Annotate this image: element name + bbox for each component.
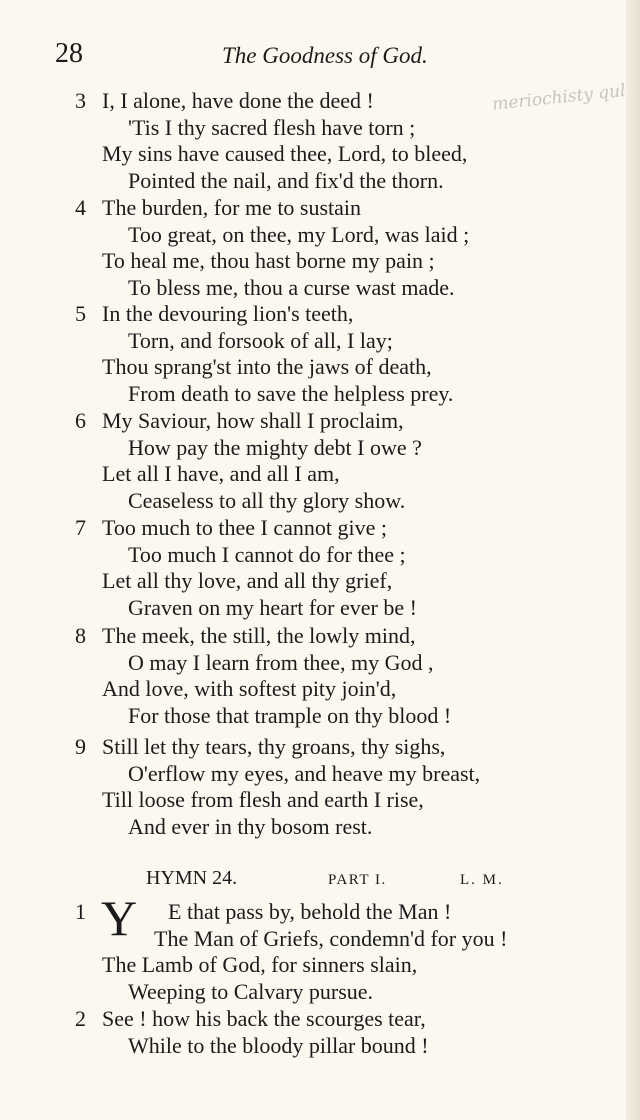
verse-3 [0,88,626,194]
verse-line: To heal me, thou hast borne my pain ; [102,248,435,273]
verse-line: From death to save the helpless prey. [128,380,454,406]
verse-7 [0,515,626,621]
hymn-meter: L. M. [460,872,504,888]
verse-line: O may I learn from thee, my God , [128,649,434,675]
verse-line: While to the bloody pillar bound ! [128,1032,429,1058]
verse-number: 7 [75,515,86,540]
verse-line: For those that trample on thy blood ! [128,702,452,728]
verse-number: 5 [75,301,86,326]
verse-line: Torn, and forsook of all, I lay; [128,327,393,353]
verse-5 [0,301,626,407]
verse-number: 4 [75,195,86,220]
verse-number: 8 [75,623,86,648]
verse-line: How pay the mighty debt I owe ? [128,434,422,460]
verse-line: To bless me, thou a curse wast made. [128,274,455,300]
verse-line: Graven on my heart for ever be ! [128,594,417,620]
verse-line: Thou sprang'st into the jaws of death, [102,354,432,379]
verse-number: 1 [75,899,86,924]
drop-cap: Y [101,890,138,946]
verse-line: Too great, on thee, my Lord, was laid ; [128,221,470,247]
verse-number: 9 [75,734,86,759]
hymn-part: PART I. [328,872,387,888]
verse-line: Till loose from flesh and earth I rise, [102,787,424,812]
verse-line: E that pass by, behold the Man ! [168,899,452,924]
verse-9 [0,734,626,840]
verse-line: The Lamb of God, for sinners slain, [102,952,418,977]
verse-line: And ever in thy bosom rest. [128,813,373,839]
verse-number: 3 [75,88,86,113]
verse-8 [0,623,626,729]
verse-line: Ceaseless to all thy glory show. [128,487,406,513]
verse-line: Let all thy love, and all thy grief, [102,568,393,593]
verse-line: In the devouring lion's teeth, [102,301,354,326]
verse-line: See ! how his back the scourges tear, [102,1006,426,1031]
page-edge [626,0,640,1120]
verse-number: 6 [75,408,86,433]
hymn-title: HYMN 24. [146,867,238,889]
verse-line: Let all I have, and all I am, [102,461,340,486]
verse-line: The meek, the still, the lowly mind, [102,623,416,648]
verse-line: O'erflow my eyes, and heave my breast, [128,760,481,786]
verse-line: My Saviour, how shall I proclaim, [102,408,404,433]
hymn-verse-1 [0,899,626,1005]
page-number: 28 [55,38,83,69]
running-title: The Goodness of God. [222,43,428,68]
verse-line: 'Tis I thy sacred flesh have torn ; [128,114,416,140]
verse-line: The burden, for me to sustain [102,195,362,220]
verse-line: Pointed the nail, and fix'd the thorn. [128,167,444,193]
verse-line: The Man of Griefs, condemn'd for you ! [154,925,508,951]
verse-6 [0,408,626,514]
verse-line: My sins have caused thee, Lord, to bleed, [102,141,468,166]
verse-line: Too much to thee I cannot give ; [102,515,387,540]
handwritten-margin-note: meriochisty qul [491,80,627,115]
verse-line: Weeping to Calvary pursue. [128,978,374,1004]
verse-line: Too much I cannot do for thee ; [128,541,406,567]
verse-number: 2 [75,1006,86,1031]
verse-line: Still let thy tears, thy groans, thy sighs, [102,734,446,759]
verse-4 [0,195,626,301]
hymn-verse-2 [0,1006,626,1059]
verse-line: And love, with softest pity join'd, [102,676,397,701]
verse-line: I, I alone, have done the deed ! [102,88,374,113]
